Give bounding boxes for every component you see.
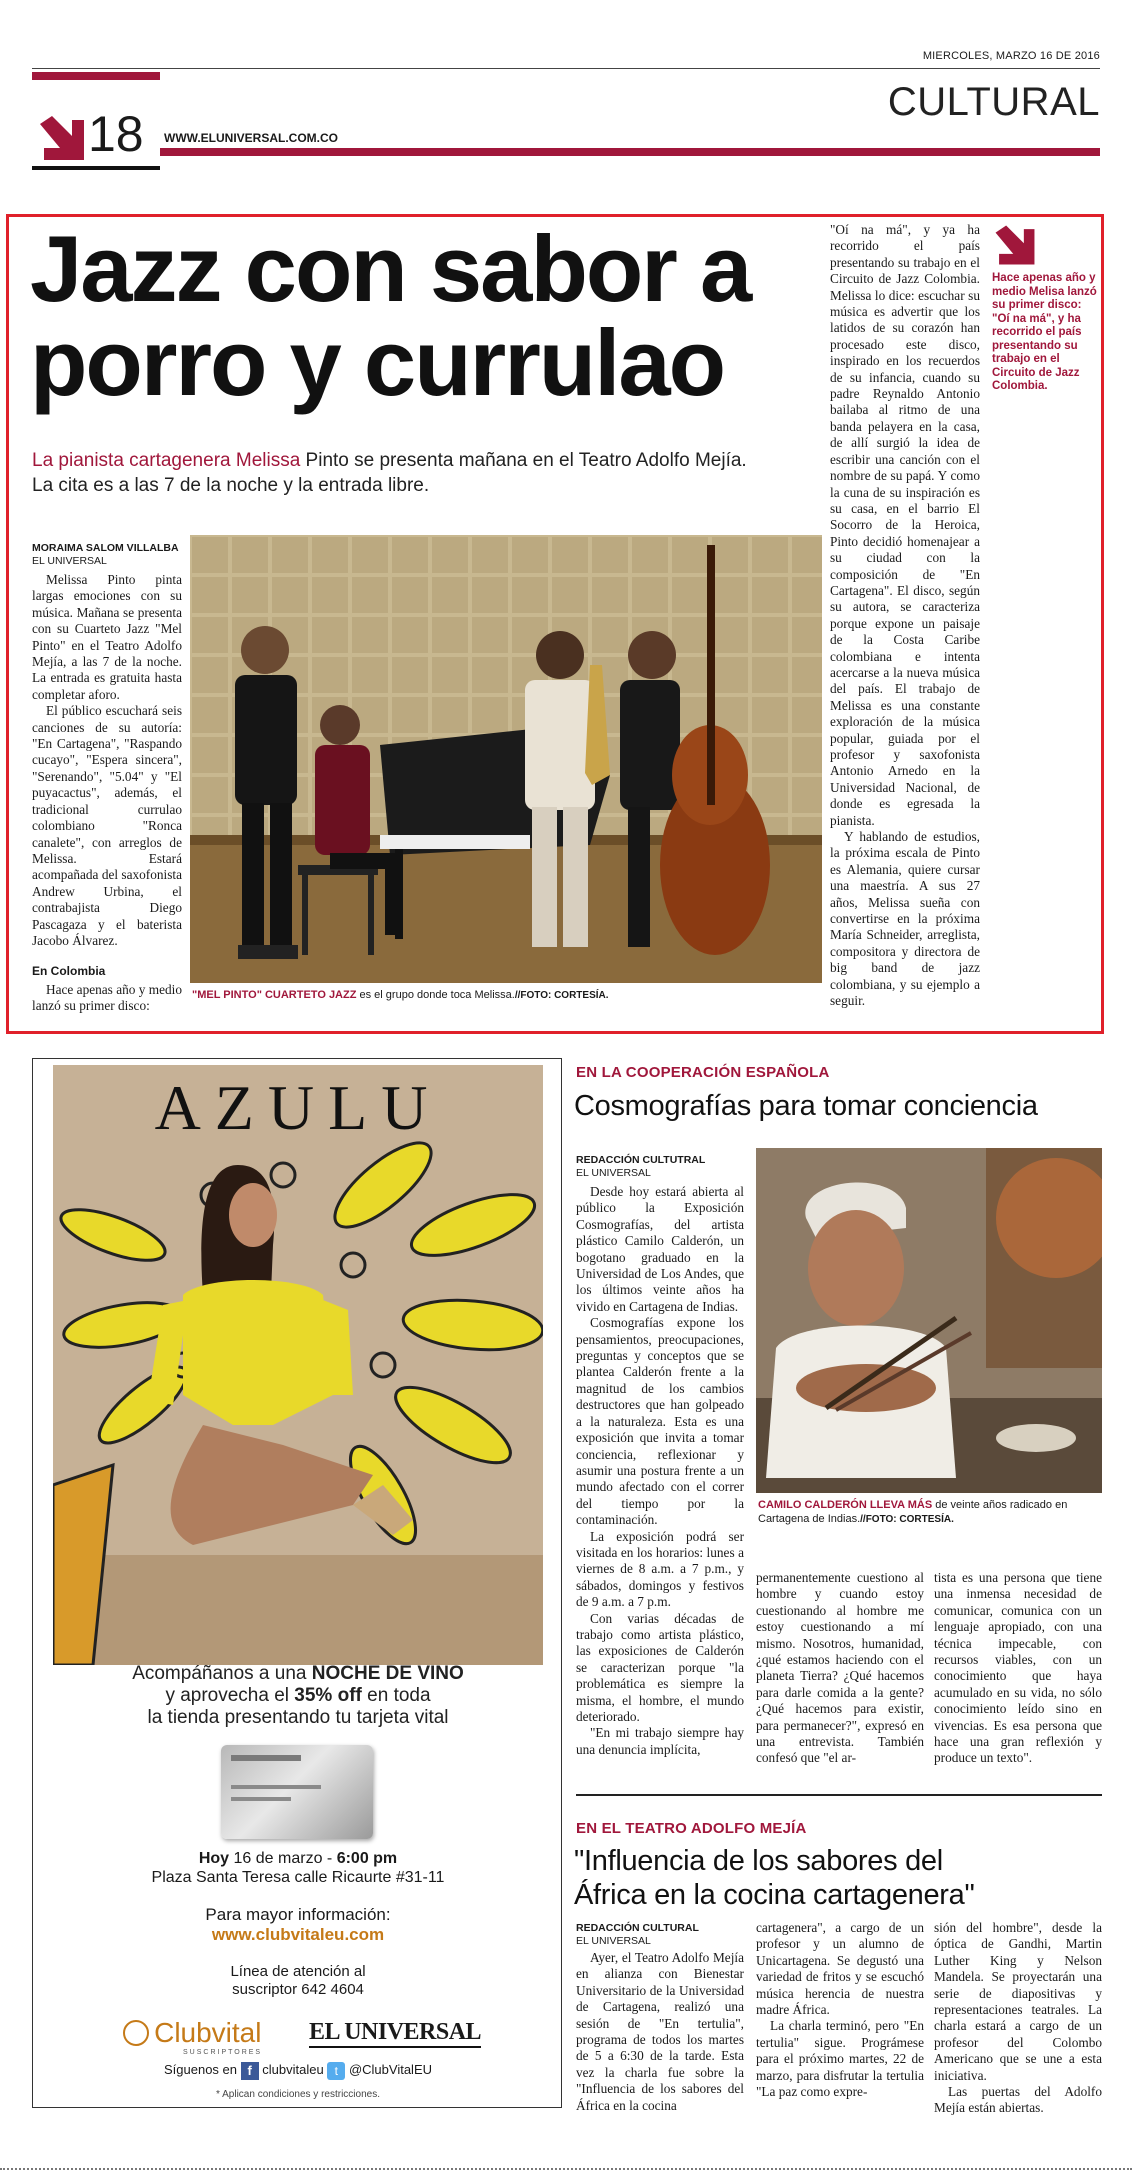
ad-place: Plaza Santa Teresa calle Ricaurte #31-11 — [151, 1869, 445, 1886]
cosmo-col1-paragraph-4: Con varias décadas de trabajo como artista plástico, las exposiciones de Calderón se caracterizan porque "la problemática es siempre la misma, el hombre, el mundo deteriorado. — [576, 1610, 744, 1724]
africa-col2-paragraph-1: cartagenera", a cargo de un profesor y un alumno de Unicartagena. Se degustó una variedad de fritos y se escuchó música herencia de nuestra madre África. — [756, 1920, 924, 2018]
ad-disclaimer: * Aplican condiciones y restricciones. — [216, 2089, 380, 2100]
cosmo-col1-paragraph-3: La exposición podrá ser visitada en los horarios: lunes a viernes de 8 a.m. a 7 p.m., y sábados, domingos y festivos de 9 a.m. a 7 p.m. — [576, 1528, 744, 1610]
section-divider — [576, 1794, 1102, 1796]
cosmo-col3-text: tista es una persona que tiene una inmensa necesidad de comunicar, comunica con un lenguaje apropiado, con una técnica impecable, con recursos viables, con un conocimiento que haya acumulado en su vida, no sólo conocimiento leído sino en vivencias. Es esa persona que hace una gran reflexión y produce un texto". — [934, 1570, 1102, 1766]
website-link[interactable]: WWW.ELUNIVERSAL.COM.CO — [164, 131, 338, 145]
cosmo-col2-text: permanentemente cuestiono al hombre y cuando estoy cuestionando al hombre me estoy cuestionando a mí mismo. Nosotros, humanidad, ¿qué estamos haciendo con el planeta Tierra? ¿Qué hacemos para darle comida a la gente? ¿Qué hacemos para existir, para permanecer?", expresó en una entrevista. También confesó que "el ar- — [756, 1570, 924, 1766]
jazz-author: MORAIMA SALOM VILLALBA — [32, 542, 179, 554]
page-number-box — [32, 106, 160, 170]
africa-column-2 — [756, 1920, 924, 2100]
twitter-handle[interactable]: @ClubVitalEU — [348, 2062, 432, 2077]
jazz-photo — [190, 535, 822, 983]
jazz-col1-after-subhead: Hace apenas año y medio lanzó su primer disco: — [32, 981, 182, 1014]
cosmo-outlet: EL UNIVERSAL — [576, 1167, 651, 1179]
arrow-icon — [36, 112, 88, 164]
jazz-caption-lead: "MEL PINTO" CUARTETO JAZZ — [192, 989, 357, 1001]
vital-card-image — [221, 1745, 373, 1839]
africa-outlet: EL UNIVERSAL — [576, 1935, 651, 1947]
cosmo-caption — [758, 1498, 1102, 1527]
cosmo-photo — [756, 1148, 1102, 1493]
section-title: CULTURAL — [887, 80, 1100, 124]
cosmo-column-2 — [756, 1570, 924, 1767]
africa-author: REDACCIÓN CULTURAL — [576, 1922, 699, 1934]
header-date: MIERCOLES, MARZO 16 DE 2016 — [922, 50, 1100, 62]
jazz-sidebar-quote — [992, 222, 1102, 394]
ad-event-time: Hoy 16 de marzo - 6:00 pm Plaza Santa Teresa calle Ricaurte #31-11 — [33, 1849, 562, 1887]
ad-phone: Línea de atención al suscriptor 642 4604 — [230, 1963, 366, 1998]
jazz-deck-rest: Pinto se presenta mañana en el Teatro Adolfo Mejía. La cita es a las 7 de la noche y la entrada libre. — [32, 450, 747, 496]
jazz-byline — [32, 542, 182, 568]
cosmo-caption-rest: de veinte años radicado en Cartagena de Indias. — [758, 1499, 1068, 1525]
sidebar-quote-text: Hace apenas año y medio Melisa lanzó su primer disco: "Oí na má", y ha recorrido el país presentando su trabajo en el Circuito de Jazz Colombia. — [992, 272, 1097, 392]
cosmo-column-1 — [576, 1184, 744, 1758]
africa-byline — [576, 1922, 744, 1948]
africa-column-3 — [934, 1920, 1102, 2117]
cosmo-col1-paragraph-2: Cosmografías expone los pensamientos, preocupaciones, preguntas y conceptos que se plantea Calderón frente a la magnitud de los cambios destructores que han golpeado a la naturaleza. Esta es una exposición que invita a tomar conciencia, reflexionar y asumir una postura frente a un mundo afectado con el correr del tiempo por la contaminación. — [576, 1315, 744, 1528]
quote-arrow-icon — [992, 222, 1038, 268]
jazz-caption — [192, 988, 822, 1003]
jazz-deck — [32, 448, 752, 498]
africa-col2-paragraph-2: La charla terminó, pero "En tertulia" sigue. Prográmese para el próximo martes, 22 de marzo, para disfrutar la tertulia "La paz como expre- — [756, 2018, 924, 2100]
jazz-deck-highlight: La pianista cartagenera Melissa — [32, 450, 301, 471]
ad-promo-bold: NOCHE DE VINO — [311, 1663, 464, 1684]
cosmo-col1-paragraph-1: Desde hoy estará abierta al público la Exposición Cosmografías, del artista plástico Camilo Calderón, un bogotano graduado en la Universidad de Los Andes, que los últimos veinte años ha vivido en Cartagena de Indias. — [576, 1184, 744, 1314]
jazz-col1-paragraph-1: Melissa Pinto pinta largas emociones con su música. Mañana se presenta con su Cuarteto Jazz "Mel Pinto" en el Teatro Adolfo Mejía, a las 7 de la noche. La entrada es gratuita hasta completar aforo. — [32, 572, 182, 702]
ad-info: Para mayor información: www.clubvitaleu.com — [33, 1905, 562, 1945]
cosmo-author: REDACCIÓN CULTUTRAL — [576, 1154, 706, 1166]
page-bottom-edge — [0, 2168, 1132, 2170]
africa-column-1 — [576, 1950, 744, 2114]
azulu-ad[interactable] — [32, 1058, 562, 2108]
africa-headline: "Influencia de los sabores del África en la cocina cartagenera" — [574, 1845, 975, 1911]
africa-col3-paragraph-1: sión del hombre", desde la óptica de Gandhi, Martin Luther King y Nelson Mandela. Se proyectarán una serie de diapositivas y representaciones teatrales. La charla estará a cargo de un profesor del Colombo Americano que se une a esta iniciativa. — [934, 1920, 1102, 2083]
header-accent-bar — [32, 72, 160, 80]
jazz-column-1 — [32, 572, 182, 1015]
ad-social: Síguenos en f clubvitaleu t @ClubVitalEU — [164, 2062, 432, 2078]
eluniversal-logo: EL UNIVERSAL — [309, 2019, 481, 2048]
cosmo-caption-lead: CAMILO CALDERÓN LLEVA MÁS — [758, 1499, 933, 1511]
cosmo-kicker: EN LA COOPERACIÓN ESPAÑOLA — [576, 1064, 830, 1081]
ad-url[interactable]: www.clubvitaleu.com — [211, 1925, 385, 1944]
twitter-icon[interactable]: t — [327, 2062, 345, 2080]
header-top-rule — [32, 68, 1100, 69]
jazz-col3-paragraph-2: Y hablando de estudios, la próxima escala de Pinto es Alemania, quiere cursar una maestría. A sus 27 años, Melissa sueña con convertirse en la próxima María Schneider, arreglista, compositora y directora de big band de jazz colombiana, y su ejemplo a seguir. — [830, 829, 980, 1009]
ad-discount: 35% off — [294, 1685, 362, 1706]
jazz-headline: Jazz con sabor a porro y currulao — [30, 216, 751, 415]
ad-brand: AZULU — [154, 1072, 442, 1143]
jazz-caption-rest: es el grupo donde toca Melissa. — [356, 989, 515, 1001]
jazz-outlet: EL UNIVERSAL — [32, 555, 107, 567]
cosmo-col1-paragraph-5: "En mi trabajo siempre hay una denuncia implícita, — [576, 1725, 744, 1757]
jazz-column-3 — [830, 222, 980, 1010]
africa-kicker: EN EL TEATRO ADOLFO MEJÍA — [576, 1820, 807, 1837]
jazz-col3-paragraph-1: "Oí na má", y ya ha recorrido el país presentando su trabajo en el Circuito de Jazz Colombia. Melissa lo dice: escuchar su música es advertir que los latidos de su corazón han procesado este disco, inspirado en los recuerdos de su infancia, cuando su padre Reynaldo Antonio bailaba al ritmo de una banda pelayera en la casa, de allí surgió la idea de escribir una canción con el nombre de su papá. Y como la cuna de su inspiración es su casa, en el barrio El Socorro de la Heroica, Pinto decidió homenajear a su ciudad con la composición de "En Cartagena". El disco, según su autora, se caracteriza porque expone un paisaje de la Costa Caribe colombiana e intenta acercarse a la nueva música del país. El trabajo de Melissa es una constante exploración de la música popular, guiada por el profesor y saxofonista Antonio Arnedo en la Universidad Nacional, de donde es egresada la pianista. — [830, 222, 980, 828]
header-bottom-bar — [160, 148, 1100, 156]
cosmo-byline — [576, 1154, 746, 1180]
jazz-col1-paragraph-2: El público escuchará seis canciones de su autoría: "En Cartagena", "Raspando cucayo", "Espera sincera", "Serenando", "5.04" y "El puyacactus", además, el tradicional currulao colombiano "Ronca canalete", con arreglos de Melissa. Estará acompañada del saxofonista Andrew Urbina, el contrabajista Diego Pascagaza y el baterista Jacobo Álvarez. — [32, 703, 182, 948]
page-number: 18 — [88, 106, 144, 162]
africa-col3-paragraph-2: Las puertas del Adolfo Mejía están abiertas. — [934, 2084, 1102, 2116]
cosmo-column-3 — [934, 1570, 1102, 1767]
cosmo-caption-credit: //FOTO: CORTESÍA. — [860, 1514, 954, 1525]
clubvital-logo: Clubvital SUSCRIPTORES — [123, 2017, 262, 2056]
jazz-caption-credit: //FOTO: CORTESÍA. — [514, 990, 609, 1001]
clubvital-icon — [123, 2020, 149, 2046]
ad-photo — [53, 1065, 543, 1665]
facebook-handle[interactable]: clubvitaleu — [262, 2062, 324, 2077]
ad-promo: Acompáñanos a una NOCHE DE VINO y aprovecha el 35% off en toda la tienda presentando tu tarjeta vital — [132, 1663, 464, 1728]
cosmo-headline: Cosmografías para tomar conciencia — [574, 1090, 1038, 1122]
africa-col1-text: Ayer, el Teatro Adolfo Mejía en alianza con Bienestar Universitario de la Universidad de Cartagena, realizó una sesión de "En tertulia", programa de todos los martes de 5 a 6:30 de la tarde. Esta vez la charla fue sobre la "Influencia de los sabores del África en la cocina — [576, 1950, 744, 2113]
facebook-icon[interactable]: f — [241, 2062, 259, 2080]
jazz-subhead: En Colombia — [32, 964, 106, 979]
